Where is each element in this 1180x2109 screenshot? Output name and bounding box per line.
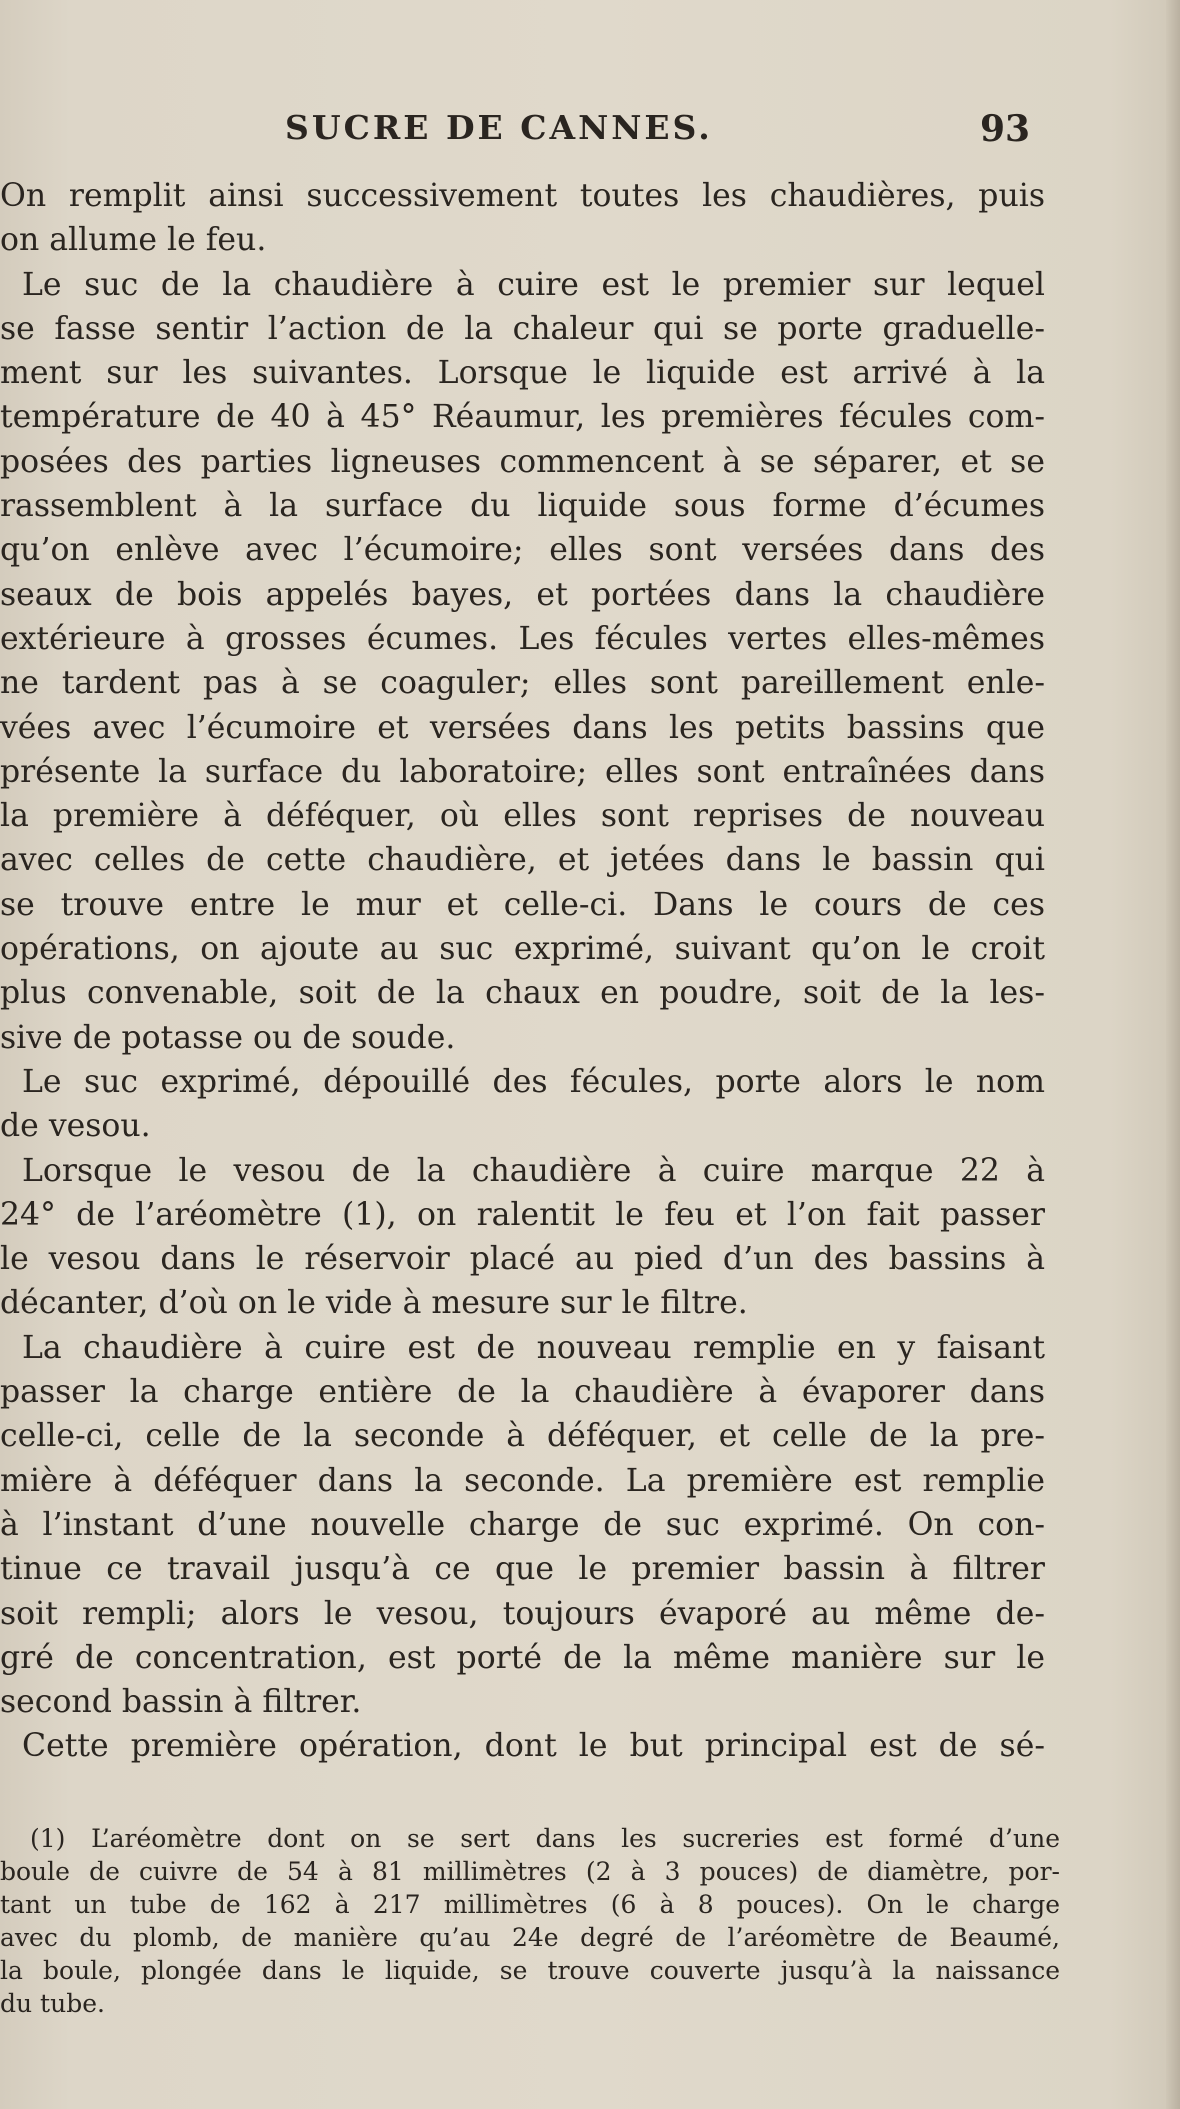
text-line: Cette première opération, dont le but principal est de sé- <box>22 1728 1045 1765</box>
text-line: à l’instant d’une nouvelle charge de suc exprimé. On con- <box>0 1506 1045 1543</box>
text-line: plus convenable, soit de la chaux en poudre, soit de la les- <box>0 975 1045 1012</box>
page-number: 93 <box>980 108 1031 150</box>
text-line: opérations, on ajoute au suc exprimé, suivant qu’on le croit <box>0 931 1045 968</box>
page-edge <box>1166 0 1180 2109</box>
text-line: soit rempli; alors le vesou, toujours évaporé au même de- <box>0 1595 1045 1632</box>
footnote-line: (1) L’aréomètre dont on se sert dans les sucreries est formé d’une <box>30 1824 1060 1853</box>
text-line: on allume le feu. <box>0 222 267 259</box>
text-line: seaux de bois appelés bayes, et portées dans la chaudière <box>0 576 1045 613</box>
footnote-line: la boule, plongée dans le liquide, se trouve couverte jusqu’à la naissance <box>0 1956 1060 1985</box>
text-line: gré de concentration, est porté de la même manière sur le <box>0 1639 1045 1676</box>
text-line: tinue ce travail jusqu’à ce que le premier bassin à filtrer <box>0 1551 1045 1588</box>
text-line: extérieure à grosses écumes. Les fécules vertes elles-mêmes <box>0 620 1045 657</box>
text-line: vées avec l’écumoire et versées dans les petits bassins que <box>0 709 1045 746</box>
text-line: La chaudière à cuire est de nouveau remplie en y faisant <box>22 1329 1045 1366</box>
text-line: température de 40 à 45° Réaumur, les premières fécules com- <box>0 399 1045 436</box>
footnote-line: tant un tube de 162 à 217 millimètres (6 à 8 pouces). On le charge <box>0 1890 1060 1919</box>
text-line: second bassin à filtrer. <box>0 1684 362 1721</box>
text-line: Lorsque le vesou de la chaudière à cuire marque 22 à <box>22 1152 1045 1189</box>
text-line: le vesou dans le réservoir placé au pied d’un des bassins à <box>0 1241 1045 1278</box>
body-text <box>0 174 1045 1769</box>
footnote-line: du tube. <box>0 1989 105 2018</box>
text-line: la première à déféquer, où elles sont reprises de nouveau <box>0 798 1045 835</box>
text-line: décanter, d’où on le vide à mesure sur le filtre. <box>0 1285 748 1322</box>
text-line: Le suc exprimé, dépouillé des fécules, porte alors le nom <box>22 1063 1045 1100</box>
text-line: 24° de l’aréomètre (1), on ralentit le feu et l’on fait passer <box>0 1196 1045 1233</box>
text-line: de vesou. <box>0 1108 151 1145</box>
running-title: SUCRE DE CANNES. <box>285 108 713 147</box>
text-line: ment sur les suivantes. Lorsque le liquide est arrivé à la <box>0 355 1045 392</box>
text-line: mière à déféquer dans la seconde. La première est remplie <box>0 1462 1045 1499</box>
text-line: Le suc de la chaudière à cuire est le premier sur lequel <box>22 266 1045 303</box>
text-line: qu’on enlève avec l’écumoire; elles sont versées dans des <box>0 532 1045 569</box>
text-line: avec celles de cette chaudière, et jetées dans le bassin qui <box>0 842 1045 879</box>
text-line: posées des parties ligneuses commencent à se séparer, et se <box>0 443 1045 480</box>
text-line: ne tardent pas à se coaguler; elles sont pareillement enle- <box>0 665 1045 702</box>
text-line: celle-ci, celle de la seconde à déféquer, et celle de la pre- <box>0 1418 1045 1455</box>
text-line: On remplit ainsi successivement toutes les chaudières, puis <box>0 178 1045 214</box>
text-line: se trouve entre le mur et celle-ci. Dans le cours de ces <box>0 886 1045 923</box>
text-line: sive de potasse ou de soude. <box>0 1019 456 1056</box>
text-line: présente la surface du laboratoire; elles sont entraînées dans <box>0 753 1045 790</box>
text-line: se fasse sentir l’action de la chaleur qui se porte graduelle- <box>0 310 1045 347</box>
text-line: rassemblent à la surface du liquide sous forme d’écumes <box>0 488 1045 525</box>
page-header <box>0 108 1180 158</box>
footnote-line: boule de cuivre de 54 à 81 millimètres (2 à 3 pouces) de diamètre, por- <box>0 1857 1060 1886</box>
text-line: passer la charge entière de la chaudière à évaporer dans <box>0 1374 1045 1411</box>
footnotes <box>0 1822 1060 2020</box>
footnote-line: avec du plomb, de manière qu’au 24e degré de l’aréomètre de Beaumé, <box>0 1923 1060 1952</box>
